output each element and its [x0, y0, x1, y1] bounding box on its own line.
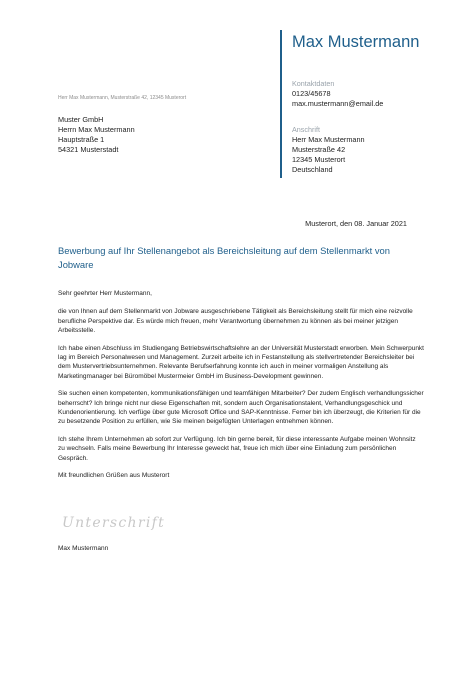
- accent-bar: [280, 30, 282, 178]
- sender-email[interactable]: max.mustermann@email.de: [292, 99, 384, 108]
- closing: Mit freundlichen Grüßen aus Musterort: [58, 472, 170, 480]
- body-paragraph: Ich stehe Ihrem Unternehmen ab sofort zur Verfügung. Ich bin gerne bereit, für diese interessante Aufgabe meinen Wohnsitz zu wechseln. Falls meine Bewerbung Ihr Interesse geweckt hat, freue ich mich über eine Einladung zum persönlichen Gespräch.: [58, 435, 416, 462]
- body-paragraph: Ich habe einen Abschluss im Studiengang Betriebswirtschaftslehre an der Universität Musterstadt erworben. Mein Schwerpunkt lag im Bereich Personalwesen und Management. Zurzeit arbeite ich in Festanstellung als stellvertretender Bereichsleiter bei dem Mustervertriebsunternehmen. Relevante Berufserfahrung konnte ich auch in meiner vormaligen Anstellung als Marketingmanager bei Büromöbel Mustermeier GmbH im Business-Development gewinnen.: [58, 344, 424, 380]
- return-address: Herr Max Mustermann, Musterstraße 42, 12345 Musterort: [58, 95, 187, 101]
- subject-line: Bewerbung auf Ihr Stellenangebot als Bereichsleitung auf dem Stellenmarkt von Jobware: [58, 245, 390, 270]
- sender-address-line: Deutschland: [292, 165, 333, 174]
- sender-phone: 0123/45678: [292, 89, 331, 98]
- letter-body: [58, 289, 424, 489]
- sender-address-line: Musterstraße 42: [292, 145, 346, 154]
- contact-label: Kontaktdaten: [292, 79, 335, 88]
- recipient-line: Muster GmbH: [58, 115, 104, 124]
- recipient-line: Hauptstraße 1: [58, 135, 105, 144]
- signer-name: Max Mustermann: [58, 545, 109, 552]
- body-paragraph: die von Ihnen auf dem Stellenmarkt von Jobware ausgeschriebene Tätigkeit als Bereichsleitung stellt für mich eine reizvolle berufliche Perspektive dar. Es würde mich freuen, mehr Verantwortung übernehmen zu können als bei meiner jetzigen Arbeitsstelle.: [58, 308, 413, 335]
- address-label: Anschrift: [292, 125, 320, 134]
- body-paragraph: Sie suchen einen kompetenten, kommunikationsfähigen und teamfähigen Mitarbeiter? Der zudem Englisch verhandlungssicher beherrscht? Ich bringe nicht nur diese Eigenschaften mit, sondern auch Organisationstalent, Verhandlungsgeschick und Kundenorientierung. Ich verfüge über gute Microsoft Office und SAP-Kenntnisse. Ferner bin ich überzeugt, die Kriterien für die zu besetzende Position zu erfüllen, wie Sie meinen beigefügten Unterlagen entnehmen können.: [58, 390, 424, 426]
- salutation: Sehr geehrter Herr Mustermann,: [58, 290, 152, 297]
- recipient-line: Herrn Max Mustermann: [58, 125, 135, 134]
- sender-name: Max Mustermann: [292, 33, 420, 51]
- sender-address-line: Herr Max Mustermann: [292, 135, 365, 144]
- signature: Unterschrift: [62, 515, 166, 531]
- recipient-line: 54321 Musterstadt: [58, 145, 119, 154]
- date-line: Musterort, den 08. Januar 2021: [305, 219, 407, 228]
- sender-address-line: 12345 Musterort: [292, 155, 346, 164]
